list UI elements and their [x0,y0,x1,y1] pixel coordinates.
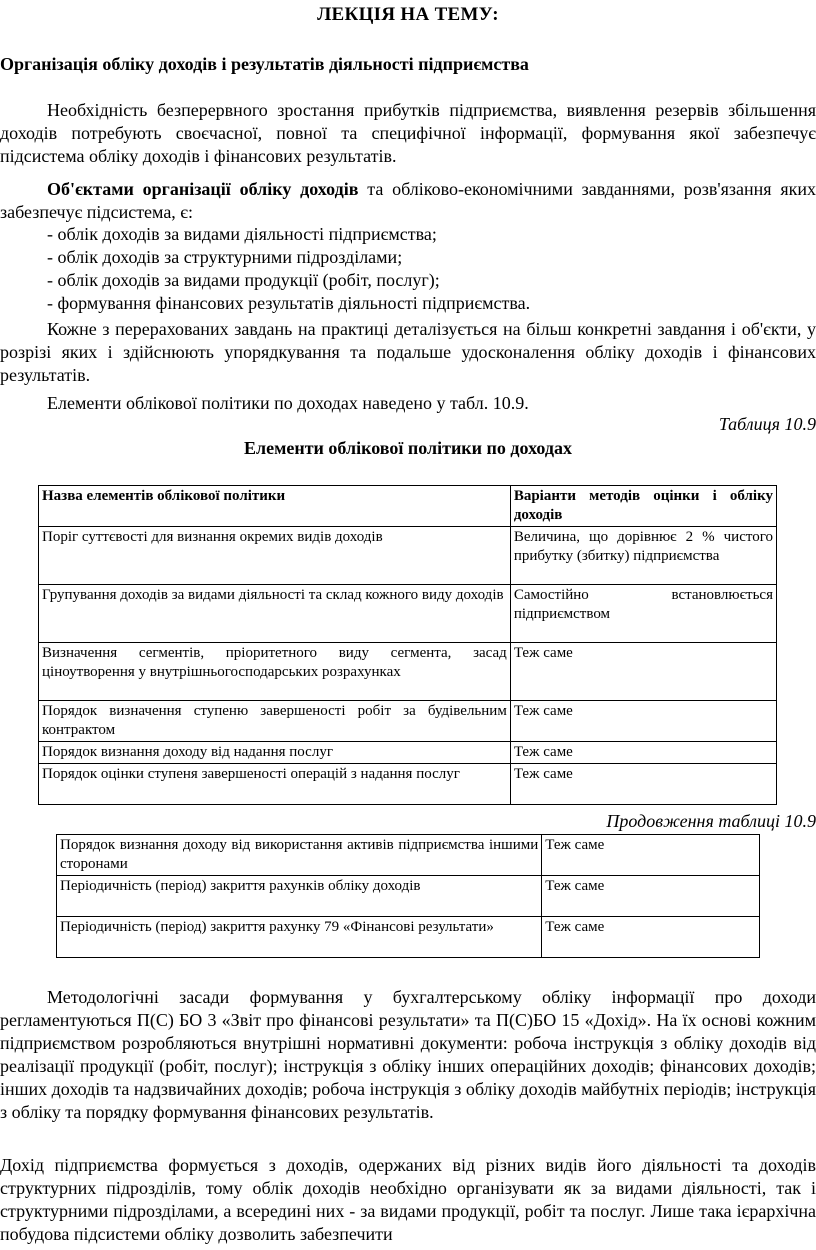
table-row [57,917,760,958]
table-title: Елементи облікової політики по доходах [244,438,572,458]
table-cell: Порядок визначення ступеню завершеності робіт за будівельним контрактом [39,701,511,742]
paragraph-income: Дохід підприємства формується з доходів, одержаних від різних видів його діяльності та доходів структурних підрозділів, тому облік доходів необхідно організувати як за видами діяльності, так і структурними підрозділами, а всередині них - за видами продукції, робіт та послуг. Лише така ієрархічна побудова підсистеми обліку дозволить забезпечити [0,1155,816,1244]
table-row [39,527,777,585]
table-cell: Величина, що дорівнює 2 % чистого прибутку (збитку) підприємства [510,527,776,585]
policy-table-continued [56,834,760,958]
table-cell: Порядок оцінки ступеня завершеності операцій з надання послуг [39,764,511,805]
objects-rest: та обліково-економічними завданнями, розв'язання яких забезпечує підсистема, є: [0,179,816,222]
header-cell: Варіанти методів оцінки і обліку доходів [510,486,776,527]
paragraph-table-ref: Елементи облікової політики по доходах наведено у табл. 10.9. [47,393,529,413]
page-title: ЛЕКЦІЯ НА ТЕМУ: [317,4,499,25]
table-row [39,643,777,701]
table-header-row [39,486,777,527]
lecture-subject: Організація обліку доходів і результатів діяльності підприємства [0,54,529,74]
tasks-list [0,223,816,315]
table-cell: Порядок визнання доходу від використання активів підприємства іншими сторонами [57,835,542,876]
table-cell: Періодичність (період) закриття рахунку 79 «Фінансові результати» [57,917,542,958]
table-row [57,876,760,917]
table-row [39,764,777,805]
list-item: - облік доходів за видами діяльності підприємства; [47,224,437,244]
header-cell: Назва елементів облікової політики [39,486,511,527]
table-row [57,835,760,876]
table-row [39,742,777,764]
policy-table [38,485,777,805]
table-cell: Теж саме [542,876,760,917]
paragraph-objects [0,178,816,224]
table-cell: Періодичність (період) закриття рахунків обліку доходів [57,876,542,917]
paragraph-tasks: Кожне з перерахованих завдань на практиці деталізується на більш конкретні завдання і об'єкти, у розрізі яких і здійснюють упорядкування та подальше удосконалення обліку доходів і фінансових результатів. [0,319,816,385]
table-cell: Теж саме [510,701,776,742]
table-cell: Визначення сегментів, пріоритетного виду сегмента, засад ціноутворення у внутрішньогосподарських розрахунках [39,643,511,701]
table-row [39,585,777,643]
table-cell: Теж саме [510,643,776,701]
table-cell: Групування доходів за видами діяльності та склад кожного виду доходів [39,585,511,643]
list-item: - формування фінансових результатів діяльності підприємства. [47,293,531,313]
continuation-label: Продовження таблиці 10.9 [606,811,816,831]
objects-term: Об'єктами організації обліку доходів [47,179,359,199]
table-row [39,701,777,742]
table-cell: Поріг суттєвості для визнання окремих видів доходів [39,527,511,585]
list-item: - облік доходів за структурними підрозділами; [47,247,403,267]
table-cell: Теж саме [542,835,760,876]
table-cell: Теж саме [510,742,776,764]
table-cell: Порядок визнання доходу від надання послуг [39,742,511,764]
table-cell: Теж саме [542,917,760,958]
table-cell: Теж саме [510,764,776,805]
paragraph-methodology: Методологічні засади формування у бухгалтерському обліку інформації про доходи регламентуються П(С) БО 3 «Звіт про фінансові результати» та П(С)БО 15 «Дохід». На їх основі кожним підприємством розробляються внутрішні нормативні документи: робоча інструкція з обліку доходів від реалізації продукції (робіт, послуг); інструкція з обліку інших операційних доходів; фінансових доходів; інших доходів та надзвичайних доходів; робоча інструкція з обліку доходів майбутніх періодів; інструкція з обліку та порядку формування фінансових результатів. [0,987,816,1122]
list-item: - облік доходів за видами продукції (робіт, послуг); [47,270,440,290]
table-label: Таблиця 10.9 [718,414,816,434]
table-cell: Самостійно встановлюється підприємством [510,585,776,643]
paragraph-intro: Необхідність безперервного зростання прибутків підприємства, виявлення резервів збільшення доходів потребують своєчасної, повної та специфічної інформації, формування якої забезпечує підсистема обліку доходів і фінансових результатів. [0,100,816,166]
